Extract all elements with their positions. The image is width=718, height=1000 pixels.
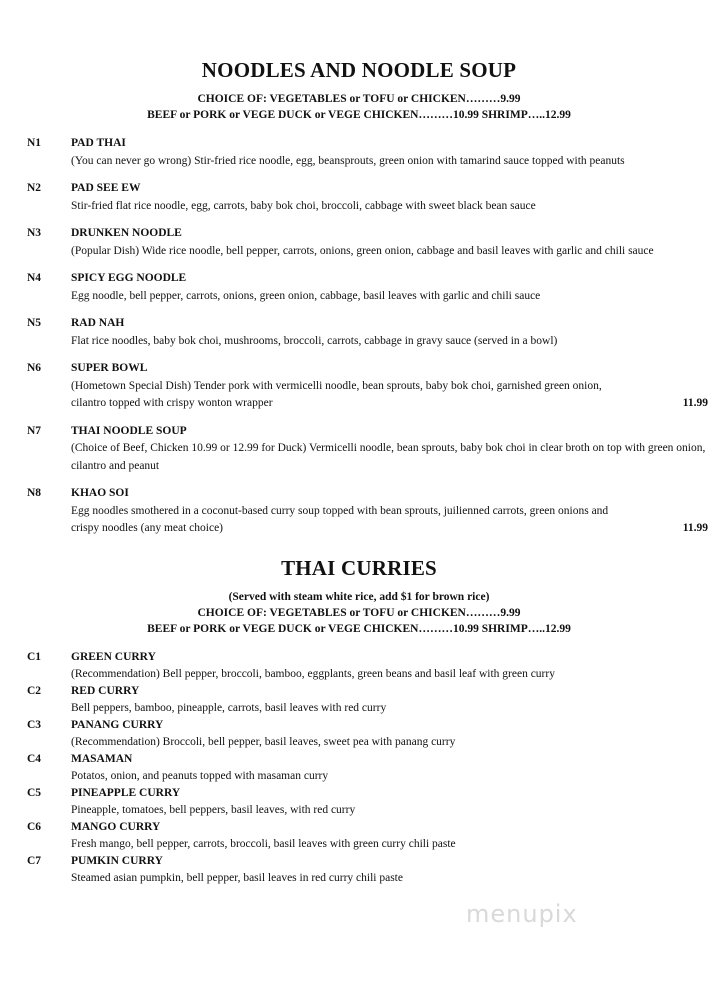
- item-name: KHAO SOI: [71, 487, 129, 499]
- menu-item: [0, 751, 718, 785]
- item-description: Pineapple, tomatoes, bell peppers, basil leaves, with red curry: [71, 804, 356, 816]
- item-description: Fresh mango, bell pepper, carrots, broccoli, basil leaves with green curry chili paste: [71, 838, 456, 850]
- menu-item: [0, 315, 718, 360]
- menu-item: [0, 819, 718, 853]
- item-code: C2: [27, 685, 42, 697]
- item-code: N6: [27, 362, 42, 374]
- item-description: (Hometown Special Dish) Tender pork with vermicelli noodle, bean sprouts, baby bok choi, garnished green onion, cilantro topped with crispy wonton wrapper: [71, 379, 602, 409]
- item-name: DRUNKEN NOODLE: [71, 227, 182, 239]
- menu-item: [0, 360, 718, 423]
- item-code: N4: [27, 272, 42, 284]
- item-name: MANGO CURRY: [71, 821, 161, 833]
- item-code: C4: [27, 753, 42, 765]
- item-code: N3: [27, 227, 42, 239]
- item-name: RAD NAH: [71, 317, 125, 329]
- item-name: SPICY EGG NOODLE: [71, 272, 187, 284]
- item-price: 11.99: [682, 522, 708, 534]
- section-title: NOODLES AND NOODLE SOUP: [201, 58, 517, 82]
- item-code: C7: [27, 855, 42, 867]
- item-code: N1: [27, 137, 42, 149]
- menu-item: [0, 423, 718, 486]
- item-name: PAD SEE EW: [71, 182, 141, 194]
- item-name: PINEAPPLE CURRY: [71, 787, 181, 799]
- item-description: Egg noodles smothered in a coconut-based curry soup topped with bean sprouts, juilienned carrots, green onions and crispy noodles (any meat choice): [71, 504, 609, 534]
- section-title: THAI CURRIES: [281, 556, 437, 580]
- item-name: PANANG CURRY: [71, 719, 164, 731]
- menu-item: [0, 180, 718, 225]
- item-price: 11.99: [682, 397, 708, 409]
- item-name: MASAMAN: [71, 753, 133, 765]
- item-description: Stir-fried flat rice noodle, egg, carrots, baby bok choi, broccoli, cabbage with sweet black bean sauce: [71, 199, 536, 212]
- item-description: (Recommendation) Broccoli, bell pepper, basil leaves, sweet pea with panang curry: [71, 736, 456, 748]
- item-name: THAI NOODLE SOUP: [71, 424, 187, 437]
- menu-item-list: [0, 649, 718, 887]
- item-code: C1: [27, 651, 42, 663]
- menu-item: [0, 683, 718, 717]
- menu-item: [0, 649, 718, 683]
- item-code: N8: [27, 487, 42, 499]
- item-description: Egg noodle, bell pepper, carrots, onions, green onion, cabbage, basil leaves with garlic and chili sauce: [71, 289, 541, 302]
- item-description: (Recommendation) Bell pepper, broccoli, bamboo, eggplants, green beans and basil leaf with green curry: [71, 668, 555, 680]
- price-choice-line: BEEF or PORK or VEGE DUCK or VEGE CHICKEN………10.99 SHRIMP…..12.99: [147, 109, 571, 121]
- menu-item: [0, 270, 718, 315]
- curries-section: [0, 556, 718, 887]
- price-choice-line: BEEF or PORK or VEGE DUCK or VEGE CHICKEN………10.99 SHRIMP…..12.99: [147, 623, 571, 635]
- item-description: Flat rice noodles, baby bok choi, mushrooms, broccoli, carrots, cabbage in gravy sauce (served in a bowl): [71, 334, 558, 347]
- item-code: C6: [27, 821, 42, 833]
- item-name: GREEN CURRY: [71, 651, 156, 663]
- menu-item: [0, 853, 718, 887]
- item-name: SUPER BOWL: [71, 362, 148, 374]
- item-code: N7: [27, 424, 42, 437]
- item-code: N2: [27, 182, 42, 194]
- item-description: Potatos, onion, and peanuts topped with masaman curry: [71, 770, 329, 782]
- price-choice-line: CHOICE OF: VEGETABLES or TOFU or CHICKEN………9.99: [197, 607, 521, 619]
- item-name: PUMKIN CURRY: [71, 855, 163, 867]
- item-name: RED CURRY: [71, 685, 140, 697]
- item-description: Steamed asian pumpkin, bell pepper, basil leaves in red curry chili paste: [71, 872, 403, 884]
- menu-item-list: [0, 135, 718, 548]
- item-description: Bell peppers, bamboo, pineapple, carrots, basil leaves with red curry: [71, 702, 387, 714]
- menu-item: [0, 485, 718, 548]
- item-code: C3: [27, 719, 42, 731]
- rice-note: (Served with steam white rice, add $1 for brown rice): [228, 591, 490, 603]
- item-code: C5: [27, 787, 42, 799]
- noodles-section: [0, 58, 718, 548]
- item-description: (Choice of Beef, Chicken 10.99 or 12.99 for Duck) Vermicelli noodle, bean sprouts, baby bok choi in clear broth on top with green onion, cilantro and peanut: [71, 442, 706, 472]
- menu-item: [0, 785, 718, 819]
- menu-item: [0, 135, 718, 180]
- item-code: N5: [27, 317, 42, 329]
- menu-item: [0, 225, 718, 270]
- price-choice-line: CHOICE OF: VEGETABLES or TOFU or CHICKEN………9.99: [197, 93, 521, 105]
- item-description: (You can never go wrong) Stir-fried rice noodle, egg, beansprouts, green onion with tamarind sauce topped with peanuts: [71, 154, 625, 167]
- item-name: PAD THAI: [71, 137, 126, 149]
- menupix-watermark: menupix: [466, 900, 578, 928]
- item-description: (Popular Dish) Wide rice noodle, bell pepper, carrots, onions, green onion, cabbage and basil leaves with garlic and chili sauce: [71, 244, 654, 257]
- menu-item: [0, 717, 718, 751]
